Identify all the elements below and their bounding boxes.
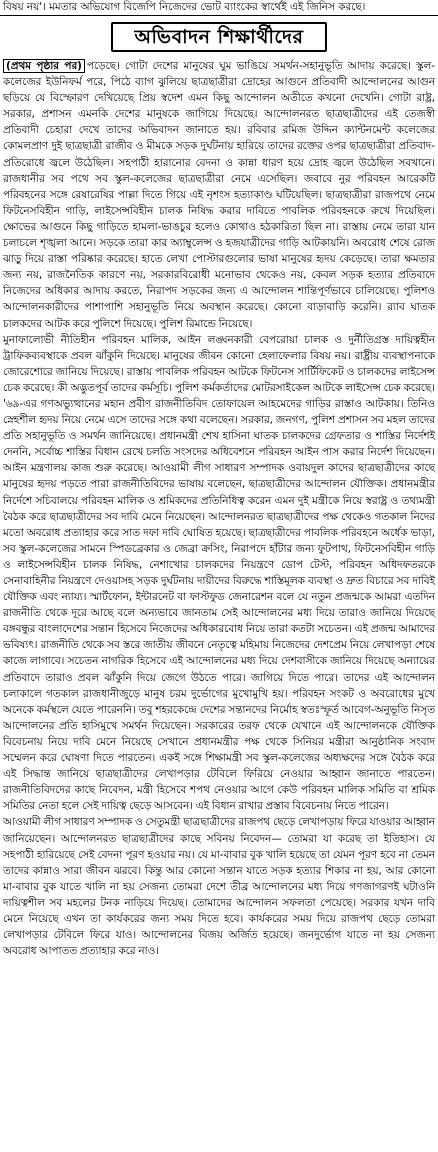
continued-from-label: (প্রথম পৃষ্ঠার পর) (3, 59, 85, 73)
article-paragraph-2: মুনাফালোভী নীতিহীন পরিবহন মালিক, আইন লঙ্ঘনকারী বেপরোয়া চালক ও দুর্নীতিগ্রস্ত দায়িত্বহীন ট্রাফিকব্যবস্থাকে প্রবল ঝাঁকুনি দিয়েছে। মানুষের জীবন কোনো হেলাফেলার বিষয় নয়। রাষ্ট্রীয় ব্যবস্থাপনাকে জোরেশোরে জানিয়ে দিয়েছে। রাস্তায় পাবলিক পরিবহন আটকে ফিটনেস সার্টিফিকেট ও চালকদের লাইসেন্স চেক করেছে। কী অদ্ভুতপূর্ব তাদের কর্মসূচি। পুলিশ কর্মকর্তাদের মোটরসাইকেল আটকে লাইসেন্স চেক করেছে। '৬৯-এর গণঅভ্যুত্থানের মহান প্রবীণ রাজনীতিবিদ তোফায়েল আহমেদের গাড়ির রাস্তাও আটকায়। তিনিও স্নেহশীল হৃদয় নিয়ে নেমে এসে তাদের সঙ্গে কথা বলেছেন। সরকার, জনগণ, পুলিশ প্রশাসন সব মহল তাদের প্রতি সহানুভূতি ও সমর্থন জানিয়েছে। প্রধানমন্ত্রী শেখ হাসিনা ঘাতক চালকদের গ্রেফতার ও শাস্তির নির্দেশই দেননি, সর্বোচ্চ শাস্তির বিধান রেখে চলতি সংসদের অধিবেশনে পরিবহন আইন পাস করার নির্দেশ দিয়েছেন। আইন মন্ত্রণালয় কাজ শুরু করেছে। আওয়ামী লীগ সাধারণ সম্পাদক ওবায়দুল কাদের ছাত্রছাত্রীদের কাছে মানুষের হৃদয় পড়তে পারা রাজনীতিবিদের ভাষায় বলেছেন, ছাত্রছাত্রীদের আন্দোলন যৌক্তিক। প্রধানমন্ত্রীর নির্দেশে সচিবালয়ে পরিবহন মালিক ও শ্রমিকদের প্রতিনিধিত্ব করেন এমন দুই মন্ত্রীকে নিয়ে স্বরাষ্ট্র ও তথ্যমন্ত্রী বৈঠক করে ছাত্রছাত্রীদের সব দাবি মেনে নিয়েছেন। আন্দোলনরত ছাত্রছাত্রীদের পক্ষ থেকেও গতকাল নিদের মতো অবরোধ প্রত্যাহার করে সাত দফা দাবি ঘোষিত হয়েছে। ছাত্রছাত্রীদের পাবলিক পরিবহনে অর্ধেক ভাড়া, সব স্কুল-কলেজের সামনে স্পিডব্রেকার ও জেব্রা ক্রসিং, নিরাপদে হাঁটার জন্য ফুটপাথ, ফিটনেসবিহীন গাড়ি ও লাইসেন্সবিহীন চালক নিষিদ্ধ, নেশাখোর চালকদের নিয়ন্ত্রণে ডোপ টেস্ট, পরিবহন অধিদফতরকে সেনাবাহিনীর নিয়ন্ত্রণে দেওয়াসহ সড়ক দুর্ঘটনায় দায়ীদের বিরুদ্ধে শাস্তিমূলক ব্যবস্থা ও দ্রুত বিচারে সব দাবিই যৌক্তিক এবং ন্যায্য। স্মার্টফোন, ইন্টারনেট বা ফাস্টফুড জেনারেশন বলে যে নতুন প্রজন্মকে আমরা এতদিন রাজনীতি থেকে দূরে আছে বলে অন্যভাবে জানতাম সেই আন্দোলনের মধ্য দিয়ে তারাও জানিয়ে দিয়েছে বঙ্গবন্ধুর বাংলাদেশের সন্তান হিসেবে নিজেদের অধিকারবোধ নিয়ে তারা কতটা সচেতন। এই প্রজন্ম আমাদের ভবিষ্যৎ। রাজনীতি থেকে সব স্তরে জাতীয় জীবনে নেতৃত্বে মহিমায় নিজেদের দেশপ্রেম নিয়ে লেখাপড়া শেষে কাজে লাগাবে। সচেতন নাগরিক হিসেবে এই আন্দোলনের মধ্য দিয়ে দেশবাসীকে জানিয়ে দিয়েছে অন্যায়ের প্রতিবাদে তারাও প্রবল ঝাঁকুনি দিয়ে জেগে উঠতে পারে। জাগিয়ে দিতে পারে। তাদের এই আন্দোলন চলাকালে গতকাল রাজধানীজুড়ে মানুষ চরম দুর্ভোগের মুখোমুখি হয়। পরিবহন সংকট ও অবরোধের মুখে অনেকে কর্মস্থলে যেতে পারেননি। তবু শহরকেন্দ্রে দেশের সন্তানদের নির্মোহ স্বতঃস্ফূর্ত আবেগ-অনুভূতি নিসৃত আন্দোলনের প্রতি হাসিমুখে সমর্থন দিয়েছেন। সরকারের তরফ থেকে যেখানে এই আন্দোলনকে যৌক্তিক বিবেচনায় নিয়ে দাবি মেনে নিয়েছে সেখানে প্রধানমন্ত্রীর পক্ষ থেকে সিনিয়র মন্ত্রীরা আনুষ্ঠানিক সংবাদ সম্মেলন করে ঘোষণা দিতে পারতেন। একই সঙ্গে শিক্ষামন্ত্রী সব স্কুল-কলেজের অধ্যক্ষদের সঙ্গে বৈঠক করে এই সিদ্ধান্ত জানিয়ে ছাত্রছাত্রীদের লেখাপড়ার টেবিলে ফিরিয়ে নেওয়ার আহ্বান জানাতে পারতেন। রাজনীতিবিদদের কাছে নিবেদন, মন্ত্রী হিসেবে শপথ নেওয়ার আগে কেউ পরিবহন মালিক সমিতি বা শ্রমিক সমিতির নেতা হলে সেই দায়িত্ব ছেড়ে আসবেন। এই বিধান রাখার প্রস্তাব বিবেচনায় নিতে পারেন। (3, 333, 435, 813)
article-body (3, 58, 435, 959)
article-headline: অভিবাদন শিক্ষার্থীদের (111, 22, 328, 52)
headline-container (3, 16, 435, 56)
article-paragraph-1 (3, 58, 435, 332)
paragraph-text: পড়েছে। গোটা দেশের মানুষের ঘুম ভাঙিয়ে সমর্থন-সহানুভূতি আদায় করেছে। স্কুল-কলেজের ইউনিফর্ম পরে, পিঠে ব্যাগ ঝুলিয়ে ছাত্রছাত্রীরা দ্রোহের আগুনে প্রতিবাদী আন্দোলনের আগুন ছড়িয়ে যে বিস্ফোরণ দেখিয়েছে প্রিয় স্বদেশ এমন কিছু আন্দোলন অতীতে কখনো দেখেনি। গোটা রাষ্ট্র, সরকার, প্রশাসন এমনকি দেশের মানুষকে জাগিয়ে দিয়েছে। আন্দোলনরত ছাত্রছাত্রীদের এই তেজস্বী প্রতিবাদী চেহারা দেখে তাদের অভিবাদন জানাতে হয়। রবিবার রমিজ উদ্দিন ক্যান্টনমেন্ট কলেজের কোমলপ্রাণ দুই ছাত্রছাত্রী রাজীব ও মীমকে সড়ক দুর্ঘটনায় হারিয়ে তাদের রক্তের ওপর ছাত্রছাত্রীরা প্রতিবাদ-প্রতিরোধে জ্বলে উঠেছিল। সহপাঠী হারানোর বেদনা ও কান্না ধারণ হয়ে দ্রোহ জ্বলে উঠেছিল সবখানে। রাজধানীর সব পথে সব স্কুল-কলেজের ছাত্রছাত্রীরা নেমে এসেছিল। জবাবে নুর পরিবহন আরেকটি পরিবহনের সঙ্গে রেষারেষির পাল্লা দিতে গিয়ে এই নৃশংস হত্যাকাণ্ড ঘটিয়েছিল। ছাত্রছাত্রীরা রাজপথে নেমে ফিটনেসবিহীন গাড়ি, লাইসেন্সবিহীন চালক নিষিদ্ধ করার দাবিতে পাবলিক পরিবহনকে রুখে দিয়েছিল। ক্ষোভের আগুনে কিছু গাড়িতে হামলা-ভাঙচুর হলেও কোথাও হঠকারিতা ছিল না। রাস্তায় নেমে তারা যান চলাচলে শৃঙ্খলা আনে। সড়কে তারা কার অ্যাম্বুলেন্স ও হজযাত্রীদের গাড়ি আটকায়নি। অবরোধ শেষে রোজ ঝাড়ু দিয়ে রাস্তা পরিষ্কার করেছে। হাতে লেখা পোস্টারগুলোর ভাষা মানুষের হৃদয় কেড়েছে। তারা ক্ষমতার জন্য নয়, রাজনৈতিক কারণে নয়, সরকারবিরোধী মনোভাব থেকেও নয়, কেবল সড়ক হত্যার প্রতিবাদে নিজেদের অধিকার আদায় করতে, নিরাপদ সড়কের জন্য এ আন্দোলন শান্তিপূর্ণভাবে চালিয়েছে। পুলিশও আন্দোলনকারীদের পাশাপাশি সহানুভূতি নিয়ে অবস্থান করেছে। কোনো বাড়াবাড়ি করেনি। র‌্যাব ঘাতক চালকদের আটক করে পুলিশে দিয়েছে। পুলিশ রিমান্ডে নিয়েছে। (3, 60, 435, 330)
previous-article-tail: বিষয় নয়'। মমতার অভিযোগ বিজেপি নিজেদের ভোট ব্যাংকের স্বার্থেই এই জিনিস করছে। (0, 0, 438, 16)
article-paragraph-3: আওয়ামী লীগ সাধারণ সম্পাদক ও সেতুমন্ত্রী ছাত্রছাত্রীদের রাজপথ ছেড়ে লেখাপড়ায় ফিরে যাওয়ার আহ্বান জানিয়েছেন। আন্দোলনরত ছাত্রছাত্রীদের কাছে সবিনয় নিবেদন— তোমরা যা করেছ তা ইতিহাস। যে সহপাঠী হারিয়েছে সেই বেদনা পূরণ হওয়ার নয়। যে মা-বাবার বুক খালি হয়েছে তা যেমন পূরণ হবে না তেমন তাদের কান্নাও সারা জীবন ঝরবে। কিন্তু আর কোনো সন্তান যাতে সড়ক হত্যার শিকার না হয়, আর কোনো মা-বাবার বুক যাতে খালি না হয় সেজন্য তোমরা দেশে তীব্র আন্দোলনের মধ্য দিয়ে গণজাগরণই ঘটাওনি দায়িত্বশীল সব মহলের টনক নাড়িয়ে দিয়েছ। তোমাদের আন্দোলন সফলতা পেয়েছে। সরকার যখন দাবি মেনে নিয়েছে এখন তা কার্যকরের জন্য সময় দিতে হবে। কার্যকরের সময় দিয়ে রাজপথ ছেড়ে তোমরা লেখাপড়ার টেবিলে ফিরে যাও। আন্দোলনের বিজয় অর্জিত হয়েছে। জনদুর্ভোগ যাতে না হয় সেজন্য অবরোধ আপাতত প্রত্যাহার করে নাও। (3, 816, 435, 958)
